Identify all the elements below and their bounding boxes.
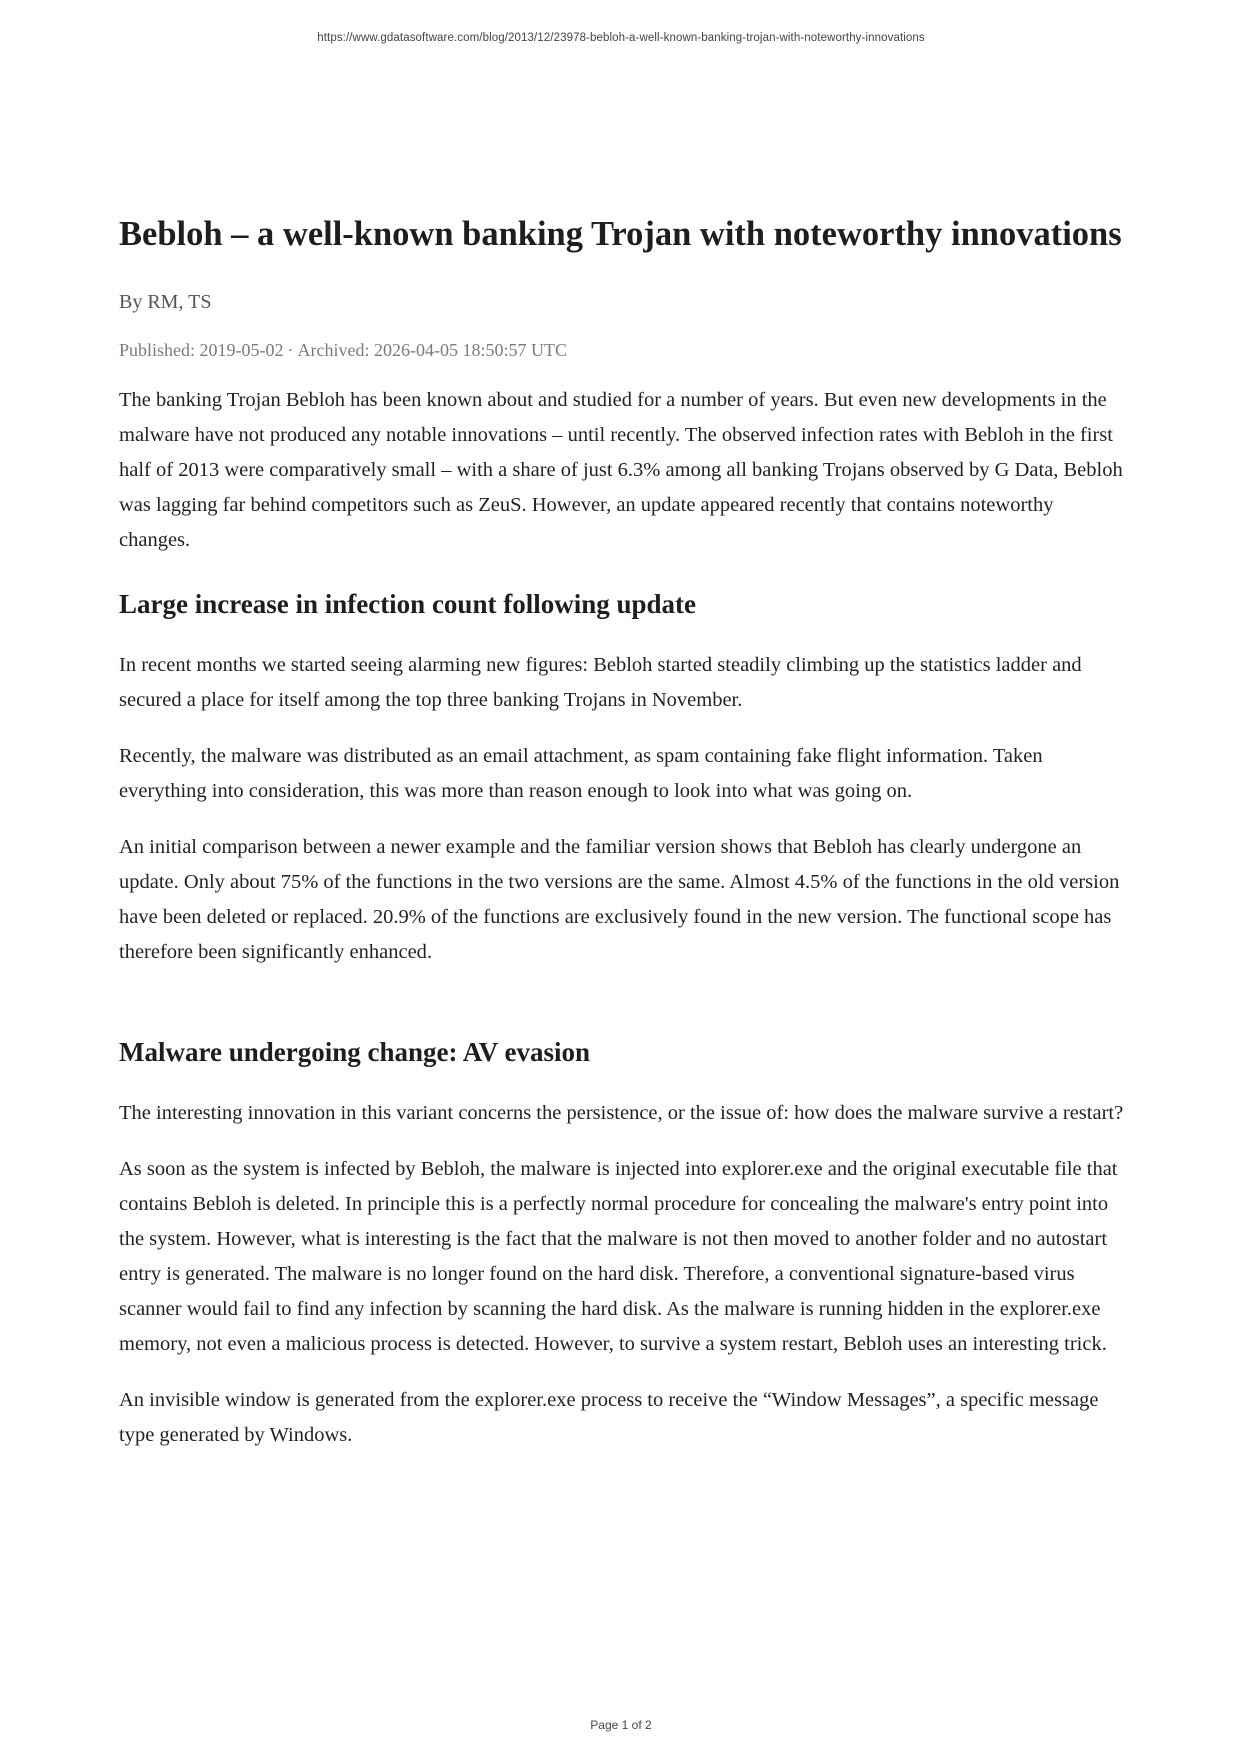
body-paragraph: An invisible window is generated from the explorer.exe process to receive the “Window Messages”, a specific message type generated by Windows. (119, 1389, 1099, 1446)
body-paragraph: The interesting innovation in this variant concerns the persistence, or the issue of: how does the malware survive a restart? (119, 1102, 1124, 1124)
section-heading: Malware undergoing change: AV evasion (119, 1037, 591, 1067)
source-url: https://www.gdatasoftware.com/blog/2013/12/23978-bebloh-a-well-known-banking-trojan-with-noteworthy-innovations (317, 32, 925, 44)
body-paragraph: An initial comparison between a newer example and the familiar version shows that Bebloh has clearly undergone an update. Only about 75% of the functions in the two versions are the same. Almost 4.5% of the functions in the old version have been deleted or replaced. 20.9% of the functions are exclusively found in the new version. The functional scope has therefore been significantly enhanced. (119, 836, 1120, 963)
section-infection-count (119, 586, 1129, 970)
section-av-evasion (119, 1034, 1129, 1453)
body-paragraph: Recently, the malware was distributed as an email attachment, as spam containing fake flight information. Taken everything into consideration, this was more than reason enough to look into what was going on. (119, 745, 1043, 802)
body-paragraph: As soon as the system is infected by Bebloh, the malware is injected into explorer.exe and the original executable file that contains Bebloh is deleted. In principle this is a perfectly normal procedure for concealing the malware's entry point into the system. However, what is interesting is the fact that the malware is not then moved to another folder and no autostart entry is generated. The malware is no longer found on the hard disk. Therefore, a conventional signature-based virus scanner would fail to find any infection by scanning the hard disk. As the malware is running hidden in the explorer.exe memory, not even a malicious process is detected. However, to survive a system restart, Bebloh uses an interesting trick. (119, 1158, 1118, 1355)
intro-paragraph: The banking Trojan Bebloh has been known about and studied for a number of years. But even new developments in the malware have not produced any notable innovations – until recently. The observed infection rates with Bebloh in the first half of 2013 were comparatively small – with a share of just 6.3% among all banking Trojans observed by G Data, Bebloh was lagging far behind competitors such as ZeuS. However, an update appeared recently that contains noteworthy changes. (119, 389, 1123, 551)
published-date: Published: 2019-05-02 (119, 340, 284, 360)
meta-separator: · (287, 340, 294, 360)
archived-date: Archived: 2026-04-05 18:50:57 UTC (297, 340, 567, 360)
page-number: Page 1 of 2 (590, 1718, 652, 1732)
section-heading: Large increase in infection count following update (119, 589, 696, 619)
article-meta (119, 337, 1129, 363)
body-paragraph: In recent months we started seeing alarming new figures: Bebloh started steadily climbing up the statistics ladder and secured a place for itself among the top three banking Trojans in November. (119, 654, 1082, 711)
article (119, 206, 1129, 1453)
article-byline: By RM, TS (119, 291, 212, 313)
article-title: Bebloh – a well-known banking Trojan with noteworthy innovations (119, 215, 1122, 253)
